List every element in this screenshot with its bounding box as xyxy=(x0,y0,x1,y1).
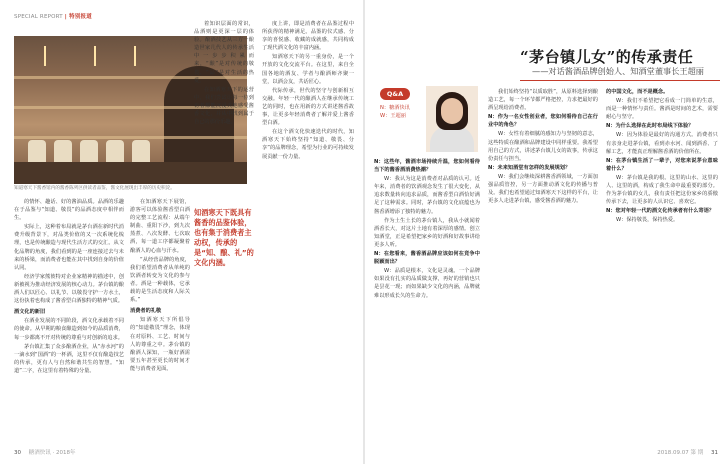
interview-answer: 我们始终坚持“以质取胜”，从原料选择到酿造工艺，每一个环节都严格把控，力求把最好的酒呈现给消费者。 xyxy=(488,89,598,112)
paragraph: 在知酒寒天下的运营中，我们尝试让每一位到访者都能沉浸式地感受酱香文化，并从中找到属于自己的那份乐趣。 xyxy=(194,86,254,126)
article-column-2 xyxy=(130,198,190,442)
section-name: SPECIAL REPORT xyxy=(14,14,63,20)
interview-question: N：您对年轻一代的酒文化传承者有什么寄语？ xyxy=(606,208,715,215)
interview-answer: W：因为体验是最好的沟通方式。消费者只有亲身走进茅台镇，看到赤水河、闻到酒香、了解工艺，才能真正理解酱香酒的价值所在。 xyxy=(606,132,718,155)
paragraph: 知酒寒天下所倡导的“知道敬畏”理念，体现在对原料、工艺、时间与人的尊重之中。茅台镇的酿酒人深知，一瓶好酒需要五年甚至更长的时间才能与消费者见面。 xyxy=(130,317,190,372)
spread-gutter xyxy=(363,0,365,464)
qa-interviewer: N：糖酒快讯 xyxy=(380,105,410,111)
page-number-right: 2018.09.07 第 期 31 xyxy=(657,450,718,456)
interview-answer: W：茅台镇是我的根。这里的山水、这里的人、这里的酒，构成了我生命中最重要的部分。作为茅台镇的女儿，我有责任把这份家乡的骄傲传承下去，让更多的人认识它、喜欢它。 xyxy=(606,174,718,206)
interview-question: N：这些年，酱酒市场持续升温，您如何看待当下的酱香酒消费热潮？ xyxy=(374,159,480,174)
interview-column-3 xyxy=(606,88,718,442)
paragraph: 茅台镇汇集了众多酿酒企业，从“赤水河”的一滴水到“国酒”的一杯酒，这里不仅有酿造技艺的传承，更有人与自然和谐共生的智慧。“知道”二字，在这里有着特殊的分量。 xyxy=(14,343,124,374)
interview-question: N：在您看来，酱香酒品牌应该如何在竞争中脱颖而出？ xyxy=(374,251,480,266)
interview-subtitle: ——对话酱酒品牌创始人、知酒堂董事长王超丽 xyxy=(532,66,704,76)
interview-question: 的中国文化，而不是概念。 xyxy=(606,89,669,95)
interview-question: N：为什么选择在此时布局线下体验？ xyxy=(606,123,694,130)
interview-answer: W：我们会继续深耕酱香酒领域，一方面加强品质管控，另一方面推动酒文化的传播与普及。我们也希望通过知酒寒天下这样的平台，让更多人走进茅台镇，感受酱香酒的魅力。 xyxy=(488,173,598,205)
subheading: 酒文化的新旧 xyxy=(14,309,46,316)
paragraph: 着知识层面的常识，品酒则是更深一层的体验。酿酒技艺从三方一酿造世家几代人的传承生活中一步步积累而来，“酿”是对传统的敬畏，“品”是对生活的热爱。 xyxy=(194,21,254,84)
subheading: 消费者的礼敬 xyxy=(130,308,162,315)
paragraph: 经济学家熊彼特对企业家精神的描述中，创新被视为推动经济发展的核心动力。茅台镇的酿酒人们以匠心、以礼节、以敬畏守护一方水土，这份执着也构成了酱香型白酒独特的精神气质。 xyxy=(14,273,124,305)
pull-quote: 知酒寒天下既具有酱香的品鉴体验，也有集于消费者主动权，传承的是“知、酿、礼”的文化内涵。 xyxy=(194,208,254,267)
section-tag: | 特别报道 xyxy=(64,14,92,20)
title-rule xyxy=(520,80,720,81)
paragraph: 知酒寒天下的另一重身份，是一个开放的文化交流平台。在这里，来自全国各地的酒友、学者与酿酒师齐聚一堂，以酒会友，共话匠心。 xyxy=(262,54,354,85)
article-column-3 xyxy=(262,20,354,442)
photo-caption: 知道寒天下酱香馆内的酱香陈列区供读者品鉴，酱文化展现出丰厚的历史积淀。 xyxy=(14,186,175,191)
interview-question: N：作为一名女性创业者，您如何看待自己在行业中的角色？ xyxy=(488,114,598,129)
paragraph: 度上讲，即是消费者在品鉴过程中所获得的精神满足。品鉴的仪式感、分享的喜悦感、收藏的成就感，共同构成了现代酒文化的丰富内涵。 xyxy=(262,21,354,52)
qa-badge: Q&A xyxy=(380,88,410,100)
article-column-1 xyxy=(14,198,124,442)
interview-question: N：未来知酒堂有怎样的发展规划？ xyxy=(488,164,571,171)
page-number-left: 30 糖酒快讯 · 2018年 xyxy=(14,450,76,456)
interview-question: N：在茅台镇生活了一辈子，对您来说茅台意味着什么？ xyxy=(606,157,718,172)
interview-answer: W：女性有着细腻的感知力与坚韧的意志，这些特质在酿酒和品牌建设中同样重要。我希望用自己的方式，讲述茅台镇儿女的故事，传承这份责任与担当。 xyxy=(488,131,598,162)
interviewee-portrait xyxy=(426,86,478,152)
qa-interviewee: W：王超丽 xyxy=(380,113,406,119)
interview-answer: W：我认为这是消费者对品质的认可。近年来，消费者的饮酒观念发生了很大变化，从追求数量转向追求品质，而酱香型白酒恰好满足了这种需求。同时，茅台镇的文化底蕴也为酱香酒增添了独特的魅力。 xyxy=(374,176,480,215)
interview-answer: W：我们不希望把它看成一门简单的生意，而是一种情怀与责任。酱酒是时间的艺术，需要耐心与坚守。 xyxy=(606,98,718,121)
paragraph: 在这个酒文化快速迭代的时代，知酒寒天下始终坚持“知道、敬畏、分享”的品牌理念，希望为行业的可持续发展贡献一份力量。 xyxy=(262,129,354,160)
paragraph: 实际上，这种着布局就是茅台酒在新时代消费升级背景下，对品类价值的又一次系统化梳理，也是传统酿造与现代生活方式的交汇。从文化品牌的角度，我们看到的是一座连接过去与未来的桥梁，而消费者也能在其中找到自身的价值认同。 xyxy=(14,224,124,271)
paragraph: 的情怀、趣话、好的酱油品质。品酒的乐趣在于品鉴与“知道、敬畏”的品酒态度中相伴而生。 xyxy=(14,199,124,222)
interview-answer: W：品质是根本，文化是灵魂。一个品牌如果没有扎实的品质做支撑，再好的营销也只是昙花一现；而如果缺少文化的内涵，品牌就难以形成长久的生命力。 xyxy=(374,268,480,299)
paragraph: “从经营品牌的角度，我们希望消费者从单纯的饮酒者转变为文化的参与者。酒是一种载体，它承载的是生活态度和人际关系。” xyxy=(130,256,190,304)
interview-answer: 作为土生土长的茅台镇人，我从小就闻着酒香长大，对这片土地有着深厚的感情。创立知酒堂，正是希望把家乡的好酒和好故事讲给更多人听。 xyxy=(374,217,480,248)
interview-answer: W：保持敬畏，保持热爱。 xyxy=(616,217,679,224)
paragraph: 代际传承，世代的坚守与创新相互交融。年轻一代的酿酒人在继承传统工艺的同时，也在用新的方式讲述酱香故事，让更多年轻消费者了解并爱上酱香型白酒。 xyxy=(262,87,354,127)
article-column-2-top xyxy=(194,20,254,200)
paragraph: 在酒业发展的不同阶段，酒文化承载着不同的使命。从早期的粮食酿造到如今的品质消费，每一步都离不开对传统的尊重与对创新的追求。 xyxy=(14,318,124,341)
section-header xyxy=(14,12,92,20)
paragraph: 在知酒寒天下展馆，游客可以体验酱香型白酒的完整工艺流程：从端午制曲、重阳下沙，到九次蒸煮、八次发酵、七次取酒，每一道工序都凝聚着酿酒人的心血与汗水。 xyxy=(130,199,190,254)
interview-column-1 xyxy=(374,158,480,442)
interview-title: “茅台镇儿女”的传承责任 xyxy=(520,48,694,66)
interview-column-2 xyxy=(488,88,598,442)
